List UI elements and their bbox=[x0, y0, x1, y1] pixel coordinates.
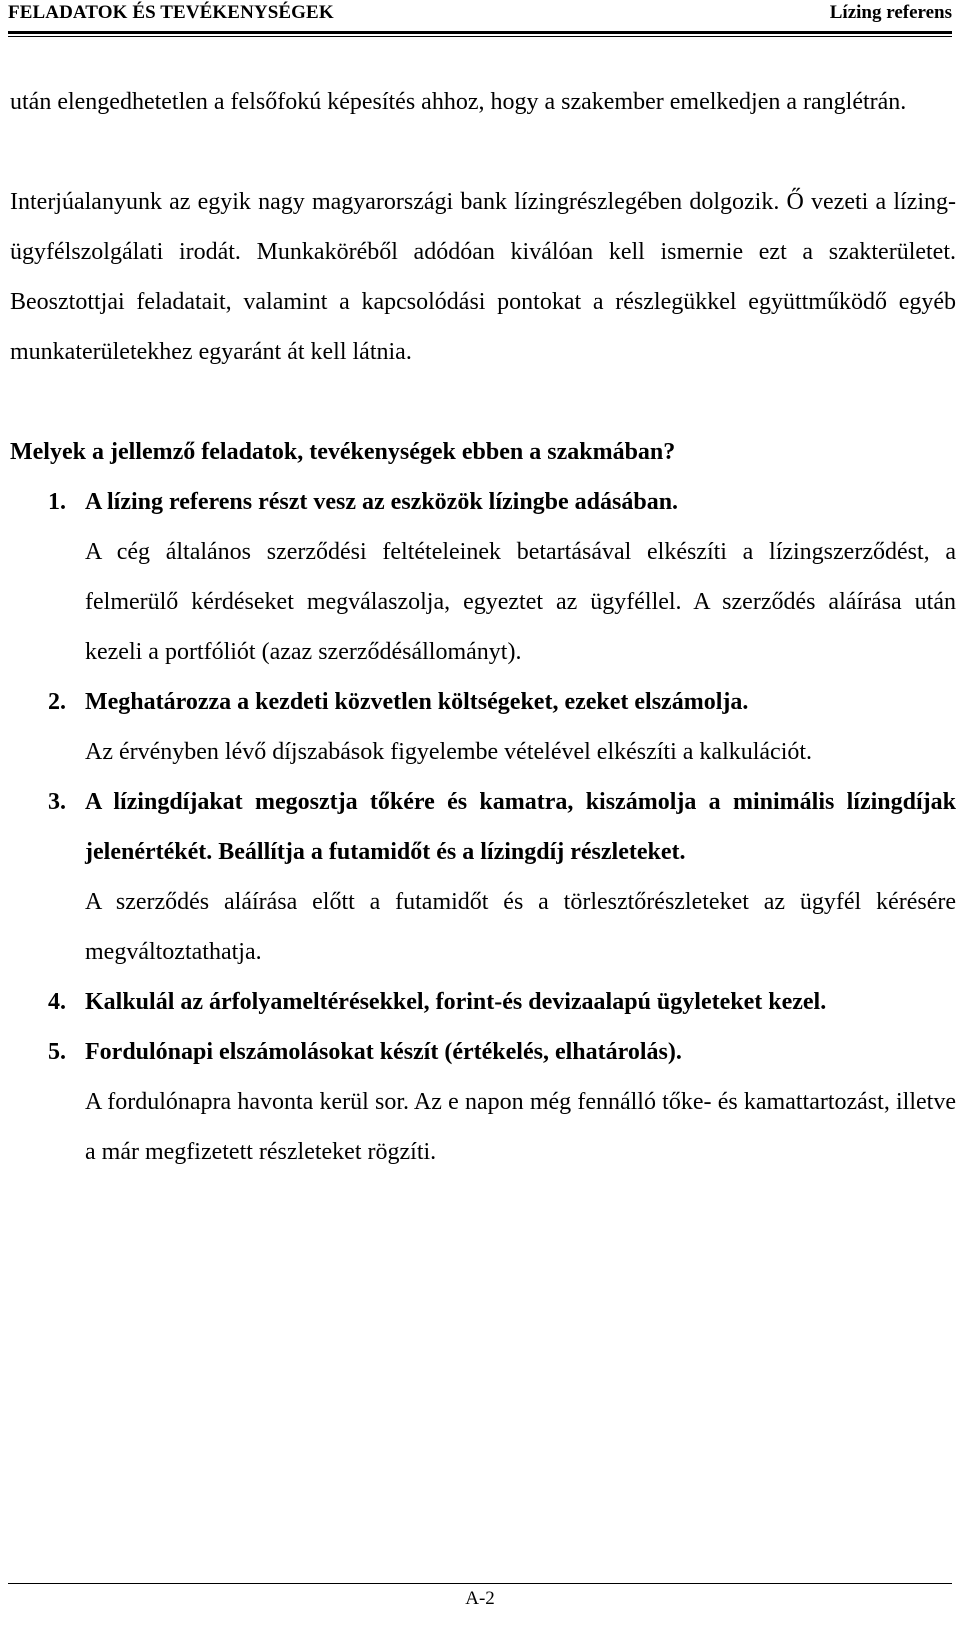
task-number: 1. bbox=[48, 489, 66, 515]
task-title: Meghatározza a kezdeti közvetlen költségeket, ezeket elszámolja. bbox=[85, 689, 749, 715]
task-item-2 bbox=[10, 677, 956, 777]
task-item-3 bbox=[10, 777, 956, 977]
page-content bbox=[10, 77, 956, 1177]
task-item-4 bbox=[10, 977, 956, 1027]
footer-rule bbox=[8, 1583, 952, 1584]
task-item-1 bbox=[10, 477, 956, 677]
intro-paragraph-1: után elengedhetetlen a felsőfokú képesítés ahhoz, hogy a szakember emelkedjen a ranglétrán. bbox=[10, 89, 907, 115]
task-number: 4. bbox=[48, 989, 66, 1015]
header-rule-thin bbox=[8, 36, 952, 37]
task-item-5 bbox=[10, 1027, 956, 1177]
task-number: 3. bbox=[48, 789, 66, 815]
page-number: A-2 bbox=[465, 1588, 495, 1609]
task-number: 5. bbox=[48, 1039, 66, 1065]
task-title: A lízingdíjakat megosztja tőkére és kamatra, kiszámolja a minimális lízingdíjak jelenértékét. Beállítja a futamidőt és a lízingdíj részleteket. bbox=[85, 789, 956, 865]
task-description: A fordulónapra havonta kerül sor. Az e napon még fennálló tőke- és kamattartozást, illetve a már megfizetett részleteket rögzíti. bbox=[85, 1089, 956, 1165]
section-question: Melyek a jellemző feladatok, tevékenységek ebben a szakmában? bbox=[10, 439, 676, 465]
task-title: A lízing referens részt vesz az eszközök lízingbe adásában. bbox=[85, 489, 679, 515]
spacer bbox=[10, 377, 956, 427]
task-title: Kalkulál az árfolyameltérésekkel, forint-és devizaalapú ügyleteket kezel. bbox=[85, 989, 827, 1015]
task-number: 2. bbox=[48, 689, 66, 715]
header-document-title: Lízing referens bbox=[829, 2, 952, 23]
task-description: A cég általános szerződési feltételeinek betartásával elkészíti a lízingszerződést, a felmerülő kérdéseket megválaszolja, egyeztet az ügyféllel. A szerződés aláírása után kezeli a portfóliót (azaz szerződésállományt). bbox=[85, 539, 956, 665]
task-description: Az érvényben lévő díjszabások figyelembe vételével elkészíti a kalkulációt. bbox=[85, 739, 813, 765]
intro-paragraph-2: Interjúalanyunk az egyik nagy magyarországi bank lízingrészlegében dolgozik. Ő vezeti a lízing-ügyfélszolgálati irodát. Munkaköréből adódóan kiválóan kell ismernie ezt a szakterületet. Beosztottjai feladatait, valamint a kapcsolódási pontokat a részlegükkel együttműködő egyéb munkaterületekhez egyaránt át kell látnia. bbox=[10, 189, 956, 365]
page-header bbox=[8, 2, 952, 28]
task-title: Fordulónapi elszámolásokat készít (értékelés, elhatárolás). bbox=[85, 1039, 682, 1065]
header-section-title: FELADATOK ÉS TEVÉKENYSÉGEK bbox=[8, 2, 334, 23]
task-description: A szerződés aláírása előtt a futamidőt és a törlesztőrészleteket az ügyfél kérésére megváltoztathatja. bbox=[85, 889, 956, 965]
spacer bbox=[10, 127, 956, 177]
header-rule-thick bbox=[8, 31, 952, 34]
